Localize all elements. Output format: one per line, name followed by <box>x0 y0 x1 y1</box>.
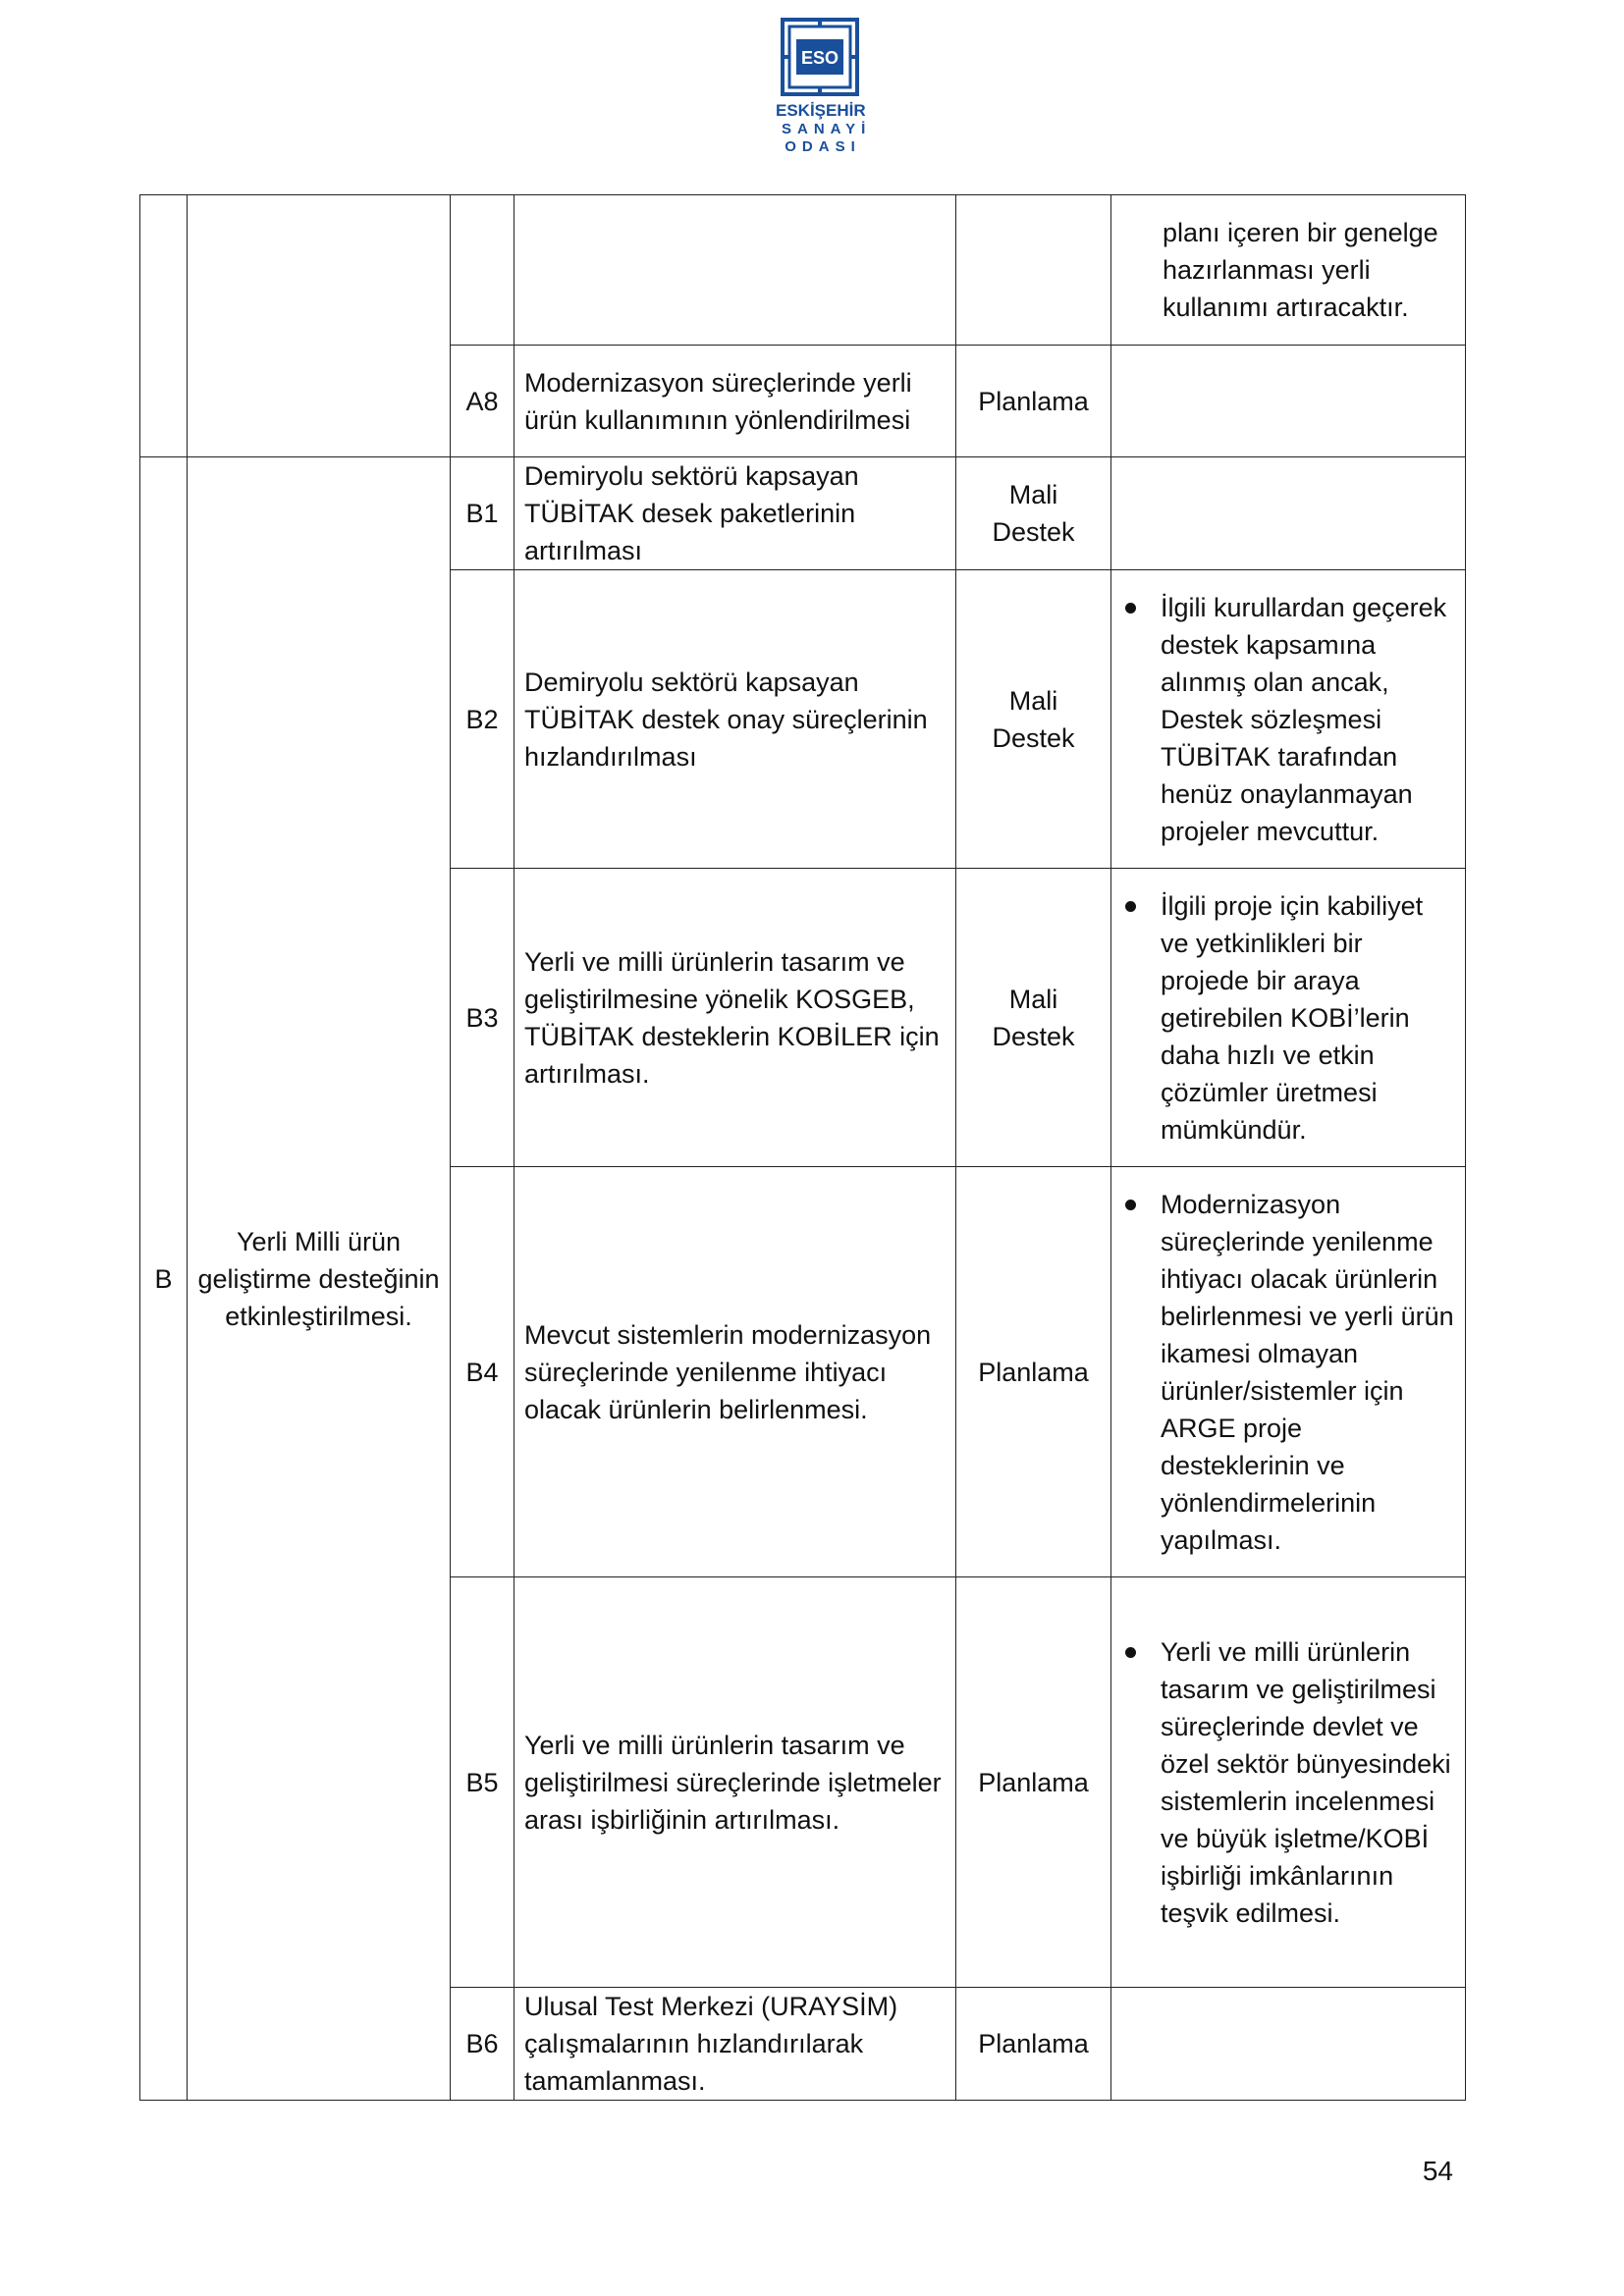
note-bullet: Yerli ve milli ürünlerin tasarım ve geliştirilmesi süreçlerinde devlet ve özel sektör bünyesindeki sistemlerin incelenmesi ve büyük işletme/KOBİ işbirliği imkânlarının teşvik edilmesi. <box>1121 1633 1455 1932</box>
action-type: Planlama <box>956 346 1111 457</box>
action-type: Planlama <box>956 1988 1111 2101</box>
table-row <box>140 195 1466 346</box>
action-code: B4 <box>451 1167 514 1577</box>
section-letter: B <box>140 457 188 2101</box>
logo-word-sanayi: SANAYİ <box>782 121 872 137</box>
action-plan-table <box>139 194 1466 2101</box>
action-description: Demiryolu sektörü kapsayan TÜBİTAK destek onay süreçlerinin hızlandırılması <box>514 570 956 869</box>
section-title: Yerli Milli ürün geliştirme desteğinin etkinleştirilmesi. <box>188 457 451 2101</box>
empty-cell <box>140 195 188 457</box>
action-note <box>1111 1577 1466 1988</box>
logo-city: ESKİŞEHİR <box>776 101 866 120</box>
empty-cell <box>188 195 451 457</box>
action-type: Planlama <box>956 1167 1111 1577</box>
action-note <box>1111 869 1466 1167</box>
action-code: A8 <box>451 346 514 457</box>
action-note <box>1111 570 1466 869</box>
action-description: Modernizasyon süreçlerinde yerli ürün kullanımının yönlendirilmesi <box>514 346 956 457</box>
eso-logo <box>776 18 872 170</box>
action-type: Mali Destek <box>956 869 1111 1167</box>
empty-cell <box>451 195 514 346</box>
empty-cell <box>514 195 956 346</box>
action-code: B5 <box>451 1577 514 1988</box>
action-code: B2 <box>451 570 514 869</box>
eso-emblem-icon <box>781 18 859 96</box>
action-code: B1 <box>451 457 514 570</box>
note-bullet: Modernizasyon süreçlerinde yenilenme ihtiyacı olacak ürünlerin belirlenmesi ve yerli ürün ikamesi olmayan ürünler/sistemler için ARGE proje desteklerinin ve yönlendirmelerinin yapılması. <box>1121 1186 1455 1559</box>
eso-abbr: ESO <box>800 48 839 68</box>
action-note <box>1111 1167 1466 1577</box>
action-description: Ulusal Test Merkezi (URAYSİM) çalışmalarının hızlandırılarak tamamlanması. <box>514 1988 956 2101</box>
table-row <box>140 457 1466 570</box>
action-code: B6 <box>451 1988 514 2101</box>
action-description: Mevcut sistemlerin modernizasyon süreçlerinde yenilenme ihtiyacı olacak ürünlerin belirlenmesi. <box>514 1167 956 1577</box>
empty-cell <box>956 195 1111 346</box>
page-number: 54 <box>1422 2156 1453 2186</box>
continued-note: planı içeren bir genelge hazırlanması yerli kullanımı artıracaktır. <box>1111 195 1466 346</box>
action-description: Yerli ve milli ürünlerin tasarım ve geliştirilmesine yönelik KOSGEB, TÜBİTAK desteklerin KOBİLER için artırılması. <box>514 869 956 1167</box>
note-bullet: İlgili proje için kabiliyet ve yetkinlikleri bir projede bir araya getirebilen KOBİ’lerin daha hızlı ve etkin çözümler üretmesi mümkündür. <box>1121 887 1455 1148</box>
action-code: B3 <box>451 869 514 1167</box>
action-type: Planlama <box>956 1577 1111 1988</box>
empty-note-cell <box>1111 457 1466 570</box>
action-type: Mali Destek <box>956 457 1111 570</box>
action-type: Mali Destek <box>956 570 1111 869</box>
empty-note-cell <box>1111 346 1466 457</box>
logo-word-odasi: ODASI <box>785 138 861 155</box>
action-description: Yerli ve milli ürünlerin tasarım ve geliştirilmesi süreçlerinde işletmeler arası işbirliğinin artırılması. <box>514 1577 956 1988</box>
action-description: Demiryolu sektörü kapsayan TÜBİTAK desek paketlerinin artırılması <box>514 457 956 570</box>
note-bullet: İlgili kurullardan geçerek destek kapsamına alınmış olan ancak, Destek sözleşmesi TÜBİTAK tarafından henüz onaylanmayan projeler mevcuttur. <box>1121 589 1455 850</box>
empty-note-cell <box>1111 1988 1466 2101</box>
